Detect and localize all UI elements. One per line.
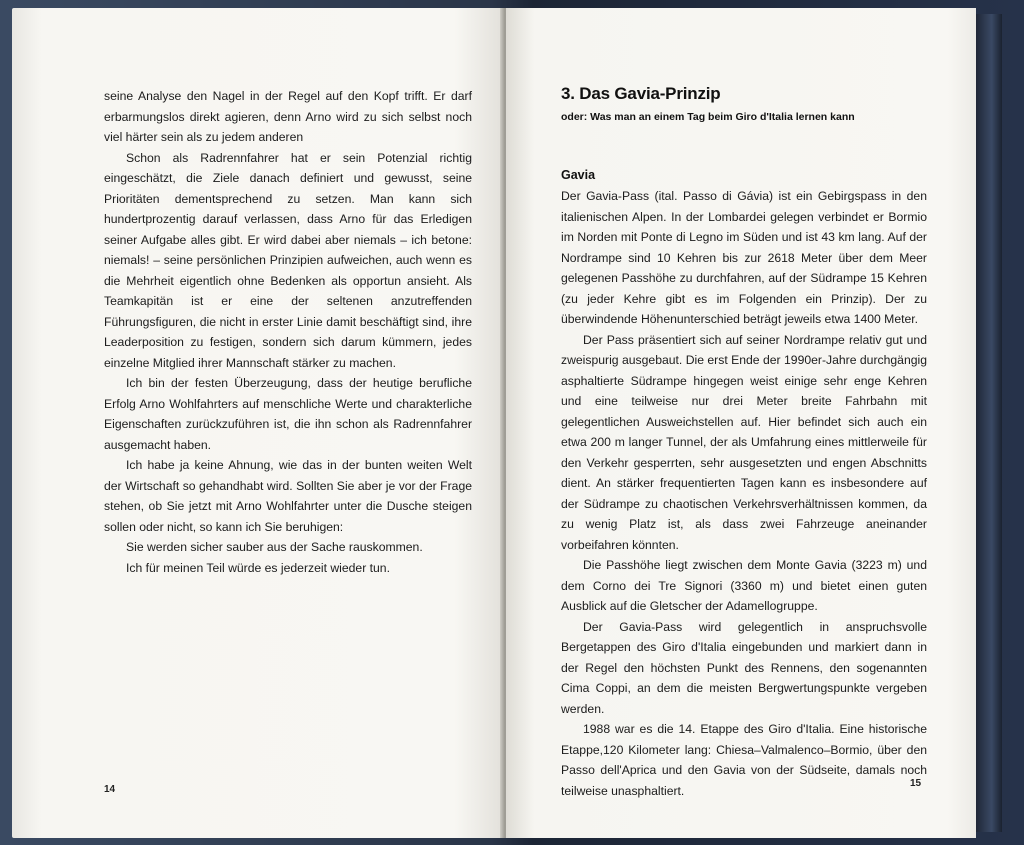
paragraph: Sie werden sicher sauber aus der Sache rauskommen. [126, 540, 423, 554]
paragraph: Die Passhöhe liegt zwischen dem Monte Gavia (3223 m) und dem Corno dei Tre Signori (3360 m) und bietet einen guten Ausblick auf die Gletscher der Adamellogruppe. [561, 558, 927, 613]
chapter-title: 3. Das Gavia-Prinzip [561, 84, 721, 103]
paragraph: Der Pass präsentiert sich auf seiner Nordrampe relativ gut und zweispurig ausgebaut. Die erst Ende der 1990er-Jahre durchgängig asphaltierte Südrampe hingegen weist einige sehr enge Kehren und eine teilweise nur drei Meter breite Fahrbahn mit gelegentlichen Ausweichstellen auf. Hier befindet sich auch ein etwa 200 m langer Tunnel, der als Umfahrung eines mittlerweile für den Verkehr gesperrten, sehr ausgesetzten und engen Abschnitts dient. An stärker frequentierten Tagen kann es insbesondere auf der Südrampe zu chaotischen Verkehrsverhältnissen kommen, da zu wenig Platz ist, als dass zwei Fahrzeuge aneinander vorbeifahren könnten. [561, 332, 927, 552]
paragraph: Ich bin der festen Überzeugung, dass der heutige berufliche Erfolg Arno Wohlfahrters auf menschliche Werte und charakterliche Eigenschaften zurückzuführen ist, die ihn schon als Radrennfahrer ausgemacht haben. [104, 376, 472, 452]
left-page [12, 8, 504, 838]
page-number: 15 [910, 778, 922, 789]
paragraph: Der Gavia-Pass wird gelegentlich in anspruchsvolle Bergetappen des Giro d'Italia eingebunden und markiert dann in der Regel den höchsten Punkt des Rennens, den sogenannten Cima Coppi, an dem die meisten Bergwertungspunkte vergeben werden. [561, 619, 927, 716]
paragraph: Schon als Radrennfahrer hat er sein Potenzial richtig eingeschätzt, die Ziele danach definiert und gewusst, seine Prioritäten dementsprechend zu setzen. Man kann sich hundertprozentig darauf verlassen, dass Arno für das Erledigen seiner Aufgabe alles gibt. Er wird dabei aber niemals – ich betone: niemals! – seine persönlichen Prinzipien aufweichen, auch wenn es die Mehrheit eigentlich ohne Bedenken als opportun ansieht. Als Teamkapitän ist er eine der seltenen anzutreffenden Führungsfiguren, die nicht in erster Linie damit beschäftigt sind, ihre Leaderposition zu festigen, sondern sich darum kümmern, jedes einzelne Mitglied ihrer Mannschaft stärker zu machen. [104, 150, 472, 370]
paragraph: Ich für meinen Teil würde es jederzeit wieder tun. [126, 560, 390, 575]
right-page-text [561, 186, 927, 801]
left-page-text [104, 86, 472, 578]
book-cover-edge [976, 14, 1002, 832]
chapter-subtitle: oder: Was man an einem Tag beim Giro d'Italia lernen kann [561, 111, 855, 123]
paragraph: Der Gavia-Pass (ital. Passo di Gávia) ist ein Gebirgspass in den italienischen Alpen. In der Lombardei gelegen verbindet er Bormio im Norden mit Ponte di Legno im Süden und ist 43 km lang. Auf der Nordrampe sind 10 Kehren bis zur 2618 Meter über dem Meer gelegenen Passhöhe zu durchfahren, auf der Südrampe 15 Kehren (zu jeder Kehre gibt es im Folgenden ein Prinzip). Der zu überwindende Höhenunterschied beträgt jeweils etwa 1400 Meter. [561, 189, 927, 326]
right-page [506, 8, 976, 838]
paragraph: seine Analyse den Nagel in der Regel auf den Kopf trifft. Er darf erbarmungslos direkt agieren, denn Arno wird zu sich selbst noch viel härter sein als zu jedem anderen [104, 89, 472, 144]
page-number: 14 [104, 784, 116, 795]
section-heading: Gavia [561, 168, 596, 182]
paragraph: Ich habe ja keine Ahnung, wie das in der bunten weiten Welt der Wirtschaft so gehandhabt wird. Sollten Sie aber je vor der Frage stehen, ob Sie jetzt mit Arno Wohlfahrter unter die Dusche steigen sollen oder nicht, so kann ich Sie beruhigen: [104, 458, 472, 534]
paragraph: 1988 war es die 14. Etappe des Giro d'Italia. Eine historische Etappe,120 Kilometer lang: Chiesa–Valmalenco–Bormio, über den Passo dell'Aprica und den Gavia von der Südseite, damals noch teilweise unasphaltiert. [561, 722, 927, 798]
